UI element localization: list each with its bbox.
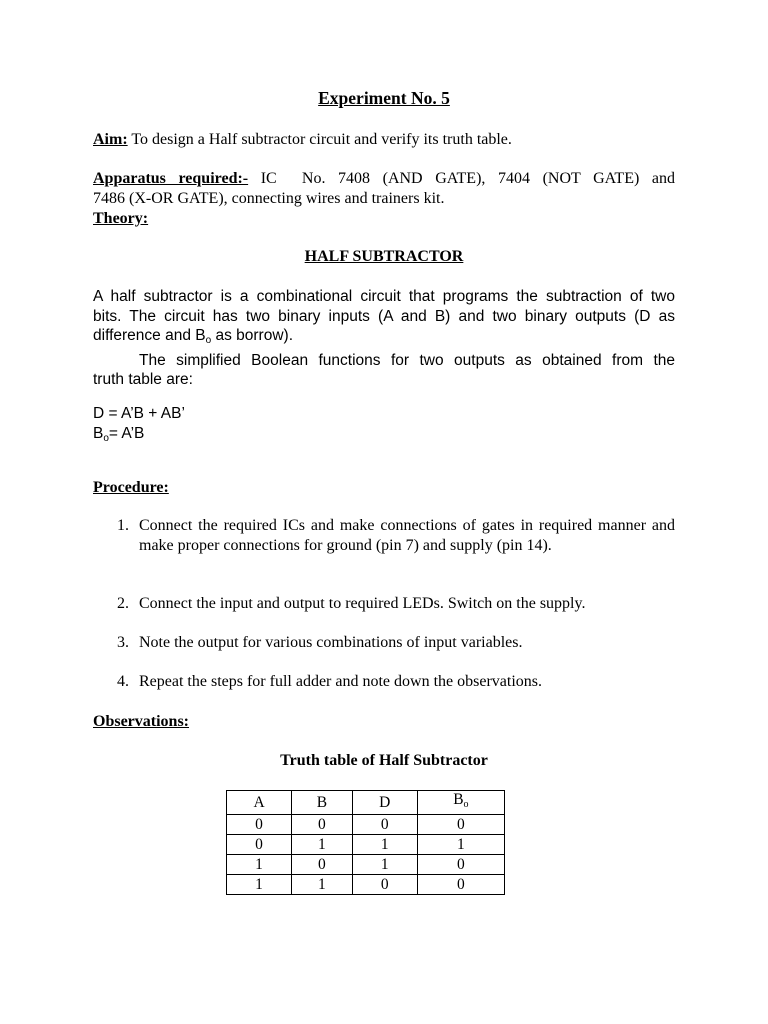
header-b: B — [292, 791, 353, 815]
truth-table-title: Truth table of Half Subtractor — [280, 752, 488, 769]
table-row — [227, 835, 505, 855]
theory-line-3b: as borrow). — [211, 327, 294, 344]
theory-paragraph — [93, 287, 675, 390]
step-number: 4. — [117, 673, 129, 690]
table-cell: 0 — [417, 815, 504, 835]
equation-b-sub: o — [103, 432, 109, 444]
header-bo — [417, 791, 504, 815]
theory-line-3a: difference and B — [93, 327, 206, 344]
table-cell: 0 — [292, 855, 353, 875]
apparatus-line-1 — [93, 169, 675, 189]
equation-b-rest: = A’B — [108, 424, 145, 442]
table-cell: 1 — [292, 835, 353, 855]
theory-line-1: A half subtractor is a combinational circuit that programs the subtraction of two — [93, 288, 675, 305]
theory-line-4: The simplified Boolean functions for two outputs as obtained from the — [139, 351, 675, 369]
equation-b — [93, 424, 675, 449]
aim-text: To design a Half subtractor circuit and verify its truth table. — [127, 131, 512, 148]
table-cell: 1 — [292, 875, 353, 895]
table-row — [227, 815, 505, 835]
aim-label: Aim: — [93, 131, 128, 148]
equation-b-main: B — [93, 424, 104, 442]
table-cell: 0 — [352, 875, 417, 895]
theory-line-5: truth table are: — [93, 371, 193, 388]
equations — [93, 404, 675, 448]
step-number: 3. — [117, 634, 129, 651]
table-cell: 0 — [292, 815, 353, 835]
table-cell: 0 — [352, 815, 417, 835]
step-text: Connect the input and output to required LEDs. Switch on the supply. — [139, 595, 586, 612]
table-row — [227, 855, 505, 875]
theory-line-3 — [93, 326, 675, 351]
table-header-row — [227, 791, 505, 815]
header-d: D — [352, 791, 417, 815]
table-cell: 0 — [227, 835, 292, 855]
table-cell: 0 — [417, 875, 504, 895]
equation-d: D = A’B + AB’ — [93, 405, 185, 422]
apparatus-label: Apparatus required:- — [93, 170, 249, 187]
step-number: 1. — [117, 517, 129, 534]
header-bo-main: B — [453, 791, 464, 808]
observations-label: Observations: — [93, 713, 189, 730]
table-cell: 1 — [417, 835, 504, 855]
table-cell: 1 — [227, 875, 292, 895]
section-heading: HALF SUBTRACTOR — [304, 248, 464, 265]
step-text: Repeat the steps for full adder and note down the observations. — [139, 673, 542, 690]
header-a: A — [227, 791, 292, 815]
table-cell: 1 — [227, 855, 292, 875]
truth-table — [226, 790, 505, 895]
borrow-subscript: o — [205, 335, 212, 346]
aim-line — [93, 130, 675, 150]
theory-label: Theory: — [93, 210, 149, 227]
table-row — [227, 875, 505, 895]
table-cell: 0 — [417, 855, 504, 875]
table-cell: 0 — [227, 815, 292, 835]
step-text: Note the output for various combinations of input variables. — [139, 634, 523, 651]
table-cell: 1 — [352, 835, 417, 855]
apparatus-section — [93, 169, 675, 208]
apparatus-line-2: 7486 (X-OR GATE), connecting wires and trainers kit. — [93, 189, 445, 207]
step-text: Connect the required ICs and make connections of gates in required manner and make proper connections for ground (pin 7) and supply (pin 14). — [139, 517, 675, 554]
theory-line-2: bits. The circuit has two binary inputs (A and B) and two binary outputs (D as — [93, 307, 675, 325]
page-title: Experiment No. 5 — [318, 88, 450, 108]
table-cell: 1 — [352, 855, 417, 875]
procedure-label: Procedure: — [93, 479, 169, 496]
header-bo-sub: o — [463, 799, 469, 810]
apparatus-text-1: IC No. 7408 (AND GATE), 7404 (NOT GATE) and — [248, 170, 675, 187]
step-number: 2. — [117, 595, 129, 612]
